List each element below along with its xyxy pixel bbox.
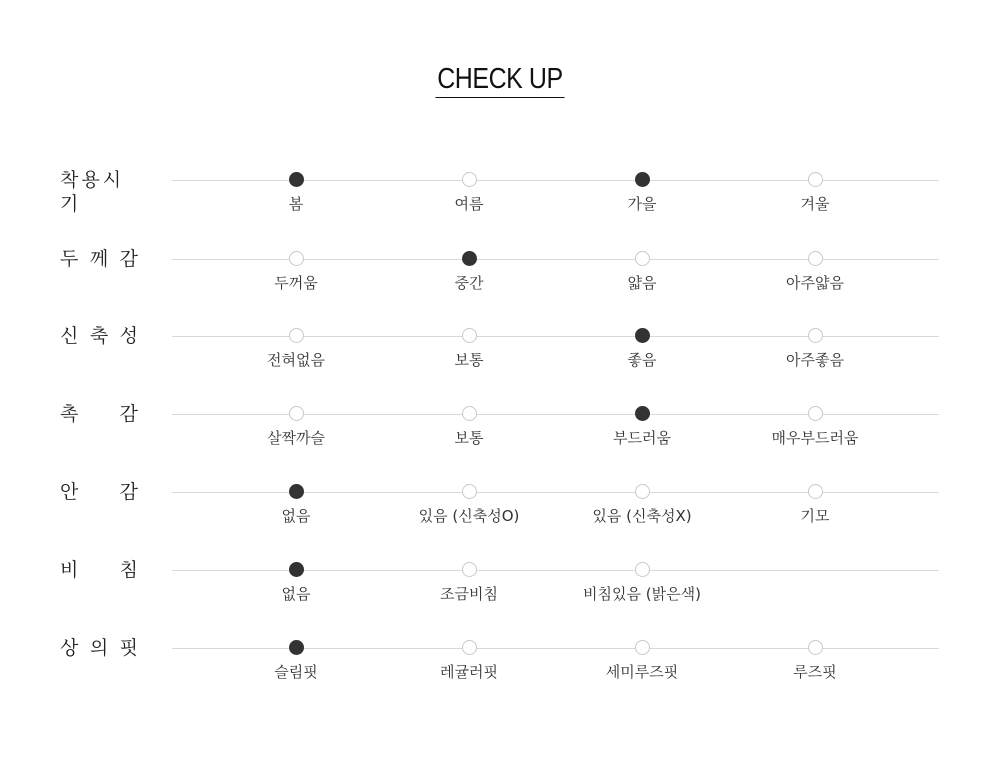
- checkup-row: [0, 481, 1000, 552]
- option-label: 세미루즈핏: [605, 663, 679, 681]
- row-label-part: 신: [60, 325, 79, 347]
- option-item[interactable]: [730, 640, 900, 682]
- option-item[interactable]: [557, 328, 727, 370]
- option-label: 루즈핏: [793, 663, 837, 681]
- option-item[interactable]: [384, 172, 554, 214]
- row-label: [60, 247, 138, 271]
- row-label-part: 침: [119, 559, 138, 581]
- option-item[interactable]: [557, 562, 727, 604]
- radio-unselected-icon[interactable]: [289, 328, 304, 343]
- page-title: CHECK UP: [436, 62, 565, 98]
- option-label: 중간: [454, 274, 484, 292]
- radio-unselected-icon[interactable]: [289, 251, 304, 266]
- radio-unselected-icon[interactable]: [808, 406, 823, 421]
- checkup-row: [0, 325, 1000, 396]
- option-item[interactable]: [384, 484, 554, 526]
- row-label: [60, 168, 138, 216]
- option-item[interactable]: [384, 406, 554, 448]
- option-item[interactable]: [557, 640, 727, 682]
- option-item[interactable]: [557, 251, 727, 293]
- option-item[interactable]: [557, 406, 727, 448]
- option-item[interactable]: [211, 406, 381, 448]
- row-label-part: 축: [89, 325, 109, 347]
- radio-unselected-icon[interactable]: [462, 172, 477, 187]
- radio-selected-icon[interactable]: [289, 172, 304, 187]
- row-label: [60, 558, 138, 582]
- option-item[interactable]: [211, 640, 381, 682]
- row-label-part: 의: [89, 637, 109, 659]
- option-label: 전혀없음: [267, 351, 325, 369]
- option-label: 슬림핏: [274, 663, 318, 681]
- option-label: 아주좋음: [786, 351, 844, 369]
- radio-selected-icon[interactable]: [462, 251, 477, 266]
- row-label-part: 비: [60, 559, 79, 581]
- option-item[interactable]: [730, 328, 900, 370]
- row-label: [60, 480, 138, 504]
- radio-selected-icon[interactable]: [289, 562, 304, 577]
- row-label-part: 촉: [60, 403, 79, 425]
- option-item[interactable]: [211, 172, 381, 214]
- option-label: 있음 (신축성O): [418, 507, 520, 525]
- option-label: 보통: [454, 351, 484, 369]
- option-item[interactable]: [730, 251, 900, 293]
- radio-unselected-icon[interactable]: [635, 640, 650, 655]
- option-item[interactable]: [384, 640, 554, 682]
- option-label: 없음: [281, 507, 311, 525]
- checkup-row: [0, 248, 1000, 319]
- radio-unselected-icon[interactable]: [635, 484, 650, 499]
- option-item[interactable]: [384, 328, 554, 370]
- option-label: 비침있음 (밝은색): [583, 585, 701, 603]
- checkup-row: [0, 559, 1000, 630]
- row-label-part: 께: [89, 248, 109, 270]
- option-item[interactable]: [557, 484, 727, 526]
- option-label: 봄: [288, 195, 304, 213]
- checkup-row: [0, 169, 1000, 240]
- row-label-part: 감: [119, 248, 138, 270]
- row-label-part: 착용시기: [60, 169, 125, 215]
- radio-unselected-icon[interactable]: [808, 251, 823, 266]
- option-item[interactable]: [384, 562, 554, 604]
- option-item[interactable]: [211, 251, 381, 293]
- row-label-part: 감: [119, 481, 138, 503]
- row-label: [60, 636, 138, 660]
- row-label-part: 두: [60, 248, 79, 270]
- option-item[interactable]: [730, 172, 900, 214]
- radio-unselected-icon[interactable]: [462, 328, 477, 343]
- option-label: 기모: [800, 507, 830, 525]
- row-label-part: 성: [119, 325, 138, 347]
- checkup-row: [0, 637, 1000, 708]
- radio-unselected-icon[interactable]: [808, 328, 823, 343]
- radio-selected-icon[interactable]: [635, 406, 650, 421]
- radio-unselected-icon[interactable]: [462, 562, 477, 577]
- option-item[interactable]: [211, 562, 381, 604]
- radio-unselected-icon[interactable]: [635, 251, 650, 266]
- row-label: [60, 402, 138, 426]
- option-label: 레귤러핏: [440, 663, 498, 681]
- option-item[interactable]: [211, 328, 381, 370]
- row-label-part: 상: [60, 637, 79, 659]
- option-item[interactable]: [211, 484, 381, 526]
- option-label: 부드러움: [613, 429, 671, 447]
- radio-unselected-icon[interactable]: [462, 484, 477, 499]
- option-item[interactable]: [384, 251, 554, 293]
- radio-unselected-icon[interactable]: [462, 640, 477, 655]
- option-label: 아주얇음: [786, 274, 844, 292]
- radio-unselected-icon[interactable]: [808, 640, 823, 655]
- radio-selected-icon[interactable]: [289, 484, 304, 499]
- radio-unselected-icon[interactable]: [808, 172, 823, 187]
- radio-unselected-icon[interactable]: [808, 484, 823, 499]
- option-label: 가을: [627, 195, 657, 213]
- option-label: 조금비침: [440, 585, 498, 603]
- row-label-part: 안: [60, 481, 79, 503]
- radio-unselected-icon[interactable]: [635, 562, 650, 577]
- option-item[interactable]: [730, 484, 900, 526]
- option-label: 겨울: [800, 195, 830, 213]
- option-label: 얇음: [627, 274, 657, 292]
- page-title-wrap: [0, 62, 1000, 102]
- radio-selected-icon[interactable]: [635, 328, 650, 343]
- option-label: 매우부드러움: [771, 429, 859, 447]
- row-label-part: 감: [119, 403, 138, 425]
- option-label: 여름: [454, 195, 484, 213]
- radio-unselected-icon[interactable]: [289, 406, 304, 421]
- option-label: 없음: [281, 585, 311, 603]
- option-label: 살짝까슬: [267, 429, 325, 447]
- row-label: [60, 324, 138, 348]
- option-label: 있음 (신축성X): [592, 507, 692, 525]
- option-label: 두꺼움: [274, 274, 318, 292]
- checkup-row: [0, 403, 1000, 474]
- radio-selected-icon[interactable]: [635, 172, 650, 187]
- radio-unselected-icon[interactable]: [462, 406, 477, 421]
- option-item[interactable]: [557, 172, 727, 214]
- option-label: 보통: [454, 429, 484, 447]
- radio-selected-icon[interactable]: [289, 640, 304, 655]
- row-label-part: 핏: [119, 637, 138, 659]
- option-label: 좋음: [627, 351, 657, 369]
- option-item[interactable]: [730, 406, 900, 448]
